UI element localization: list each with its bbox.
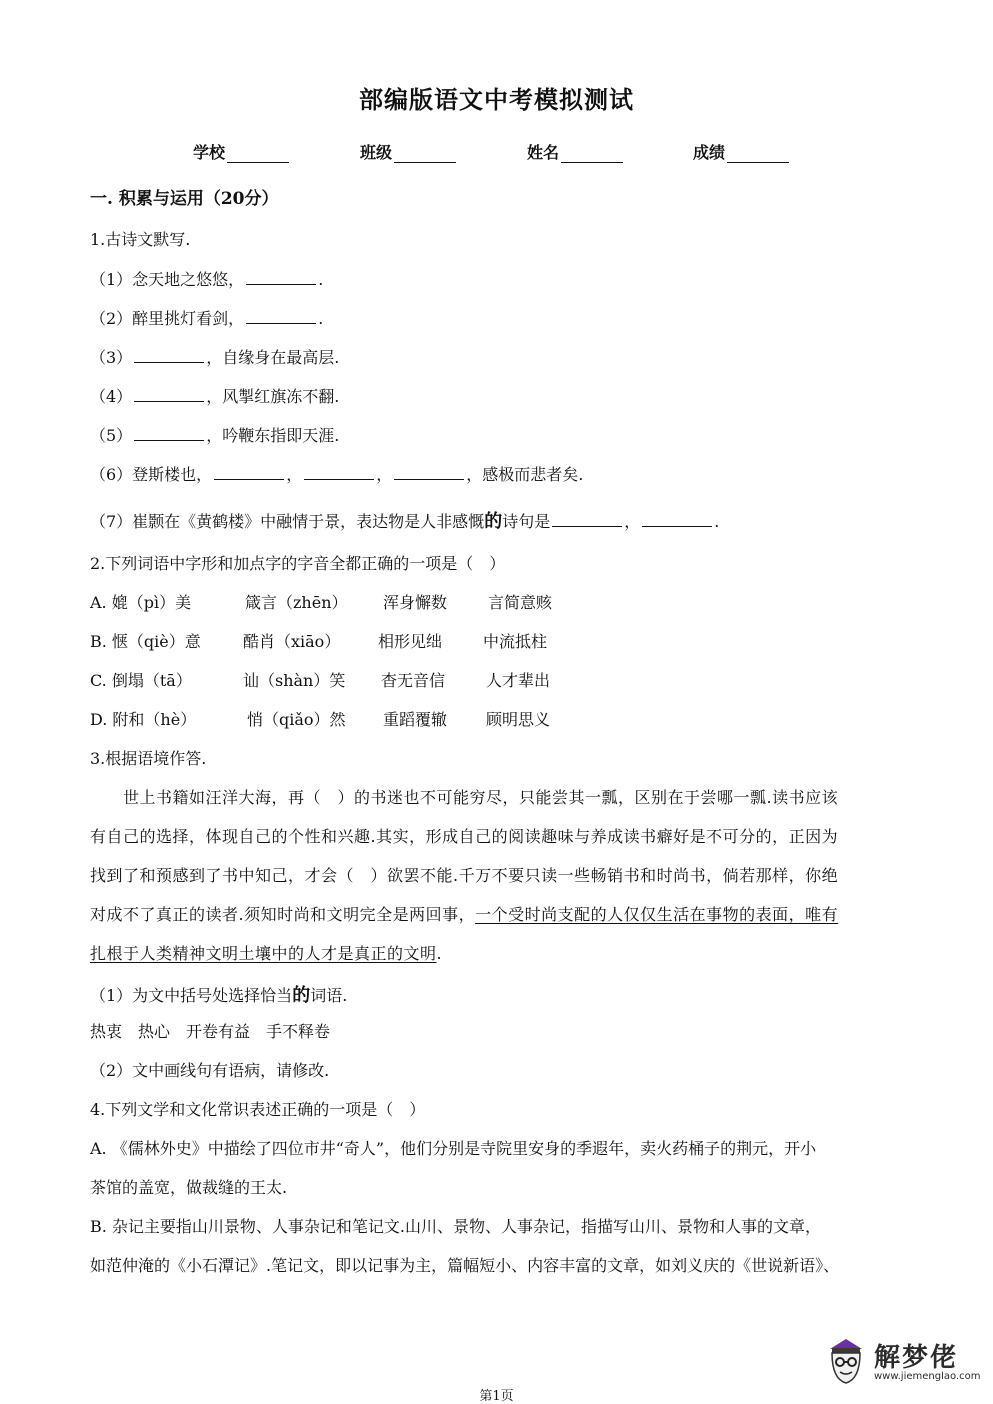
q3-heading: 3.根据语境作答. <box>90 749 207 768</box>
q1-item-4 <box>90 385 903 408</box>
option-text: 顾明思义 <box>486 710 551 729</box>
page-number: 第1页 <box>479 1389 514 1404</box>
option-text: 杳无音信 <box>381 671 446 690</box>
q1-item-5-text: ，吟鞭东指即天涯. <box>206 426 340 445</box>
option-text: B. 惬（qiè）意 <box>90 632 201 651</box>
school-field[interactable] <box>193 140 289 163</box>
separator: ， <box>624 512 641 531</box>
option-text: 人才辈出 <box>486 671 551 690</box>
word-choices: 热衷 热心 开卷有益 手不释卷 <box>90 1022 331 1041</box>
school-label: 学校 <box>193 143 226 162</box>
q4-option-b-line1[interactable]: B. 杂记主要指山川景物、人事杂记和笔记文.山川、景物、人事杂记，指描写山川、景物和人事的文章， <box>90 1217 822 1236</box>
name-blank[interactable] <box>561 146 623 163</box>
answer-blank[interactable] <box>214 463 284 480</box>
option-text: 重蹈覆辙 <box>383 710 448 729</box>
underlined-sentence: 一个受时尚支配的人仅仅生活在事物的表面，唯有 <box>475 905 839 924</box>
school-blank[interactable] <box>227 146 289 163</box>
class-label: 班级 <box>360 143 393 162</box>
q1-item-6-end: ，感极而悲者矣. <box>466 465 584 484</box>
q1-item-7-text: （7）崔颢在《黄鹤楼》中融情于景，表达物是人非感慨 <box>90 512 485 531</box>
class-blank[interactable] <box>394 146 456 163</box>
q1-item-6 <box>90 463 903 486</box>
q3-sub-1-end: 词语. <box>310 986 348 1005</box>
q1-heading: 1.古诗文默写. <box>90 230 191 249</box>
q4-option-a-line1[interactable]: A. 《儒林外史》中描绘了四位市井“奇人”，他们分别是寺院里安身的季遐年，卖火药桶子的荆元，开小 <box>90 1139 817 1158</box>
q1-item-1-text: （1）念天地之悠悠， <box>90 270 245 289</box>
q1-item-7-end: . <box>714 512 720 531</box>
answer-blank[interactable] <box>246 307 316 324</box>
q1-item-5-num: （5） <box>90 426 133 445</box>
q4-option-a-line2: 茶馆的盖宽，做裁缝的王太. <box>90 1178 288 1197</box>
q3-sub-1 <box>90 985 903 1007</box>
q1-item-7 <box>90 510 903 533</box>
passage-line: 世上书籍如汪洋大海，再（ ）的书迷也不可能穷尽，只能尝其一瓢，区别在于尝哪一瓢.读书应该 <box>90 788 839 807</box>
q1-item-1-end: . <box>318 270 324 289</box>
q1-item-3 <box>90 346 903 369</box>
q2-heading: 2.下列词语中字形和加点字的字音全都正确的一项是（ ） <box>90 554 506 573</box>
q3-sub-1-text: （1）为文中括号处选择恰当 <box>90 986 293 1005</box>
q4-heading: 4.下列文学和文化常识表述正确的一项是（ ） <box>90 1100 426 1119</box>
q1-item-6-text: （6）登斯楼也， <box>90 465 213 484</box>
score-field[interactable] <box>693 140 789 163</box>
watermark-logo <box>822 1335 982 1390</box>
answer-blank[interactable] <box>394 463 464 480</box>
page-title: 部编版语文中考模拟测试 <box>359 85 634 114</box>
option-text: 悄（qiǎo）然 <box>247 710 346 729</box>
score-label: 成绩 <box>693 143 726 162</box>
name-field[interactable] <box>527 140 623 163</box>
q1-item-7-mid: 诗句是 <box>502 512 551 531</box>
answer-blank[interactable] <box>552 510 622 527</box>
option-text: 相形见绌 <box>378 632 443 651</box>
q1-item-4-text: ，风掣红旗冻不翻. <box>206 387 340 406</box>
q1-item-5 <box>90 424 903 447</box>
section-heading: 一. 积累与运用（20分） <box>90 189 279 209</box>
q3-sub-1-de: 的 <box>292 985 311 1006</box>
answer-blank[interactable] <box>134 424 204 441</box>
answer-blank[interactable] <box>642 510 712 527</box>
passage-text: 对成不了真正的读者.须知时尚和文明完全是两回事， <box>90 905 476 924</box>
passage-line <box>90 943 903 965</box>
passage-line: 找到了和预感到了书中知己，才会（ ）欲罢不能.千万不要只读一些畅销书和时尚书，倘若那样，你绝 <box>90 866 839 885</box>
q1-item-2-text: （2）醉里挑灯看剑， <box>90 309 245 328</box>
option-text: 浑身懈数 <box>383 593 448 612</box>
name-label: 姓名 <box>527 143 560 162</box>
passage-end: . <box>436 944 443 963</box>
q1-item-3-num: （3） <box>90 348 133 367</box>
answer-blank[interactable] <box>304 463 374 480</box>
option-text: 箴言（zhēn） <box>245 593 348 612</box>
passage-line <box>90 904 903 926</box>
separator: ， <box>286 465 303 484</box>
q4-option-b-line2: 如范仲淹的《小石潭记》.笔记文，即以记事为主，篇幅短小、内容丰富的文章，如刘义庆的《世说新语》、 <box>90 1256 840 1275</box>
option-text: 酷肖（xiāo） <box>243 632 341 651</box>
q1-item-2 <box>90 307 903 330</box>
option-text: 中流抵柱 <box>483 632 548 651</box>
passage-line: 有自己的选择，体现自己的个性和兴趣.其实，形成自己的阅读趣味与养成读书癖好是不可分的，正因为 <box>90 827 839 846</box>
q3-sub-2: （2）文中画线句有语病，请修改. <box>90 1061 330 1080</box>
answer-blank[interactable] <box>246 268 316 285</box>
answer-blank[interactable] <box>134 346 204 363</box>
student-info-row <box>0 140 993 164</box>
answer-blank[interactable] <box>134 385 204 402</box>
watermark-url: www.jiemenglao.com <box>874 1371 981 1382</box>
option-text: 讪（shàn）笑 <box>243 671 346 690</box>
option-text: A. 媲（pì）美 <box>90 593 192 612</box>
score-blank[interactable] <box>727 146 789 163</box>
option-text: 言简意赅 <box>488 593 553 612</box>
q1-item-1 <box>90 268 903 291</box>
q1-item-4-num: （4） <box>90 387 133 406</box>
ghost-mascot-icon <box>822 1335 870 1387</box>
watermark-brand: 解梦佬 <box>874 1343 959 1373</box>
separator: ， <box>376 465 393 484</box>
underlined-sentence: 扎根于人类精神文明土壤中的人才是真正的文明 <box>90 944 437 963</box>
q1-item-3-text: ，自缘身在最高层. <box>206 348 340 367</box>
option-text: D. 附和（hè） <box>90 710 197 729</box>
q1-item-7-de: 的 <box>484 511 503 532</box>
option-text: C. 倒塌（tā） <box>90 671 192 690</box>
q1-item-2-end: . <box>318 309 324 328</box>
class-field[interactable] <box>360 140 456 163</box>
